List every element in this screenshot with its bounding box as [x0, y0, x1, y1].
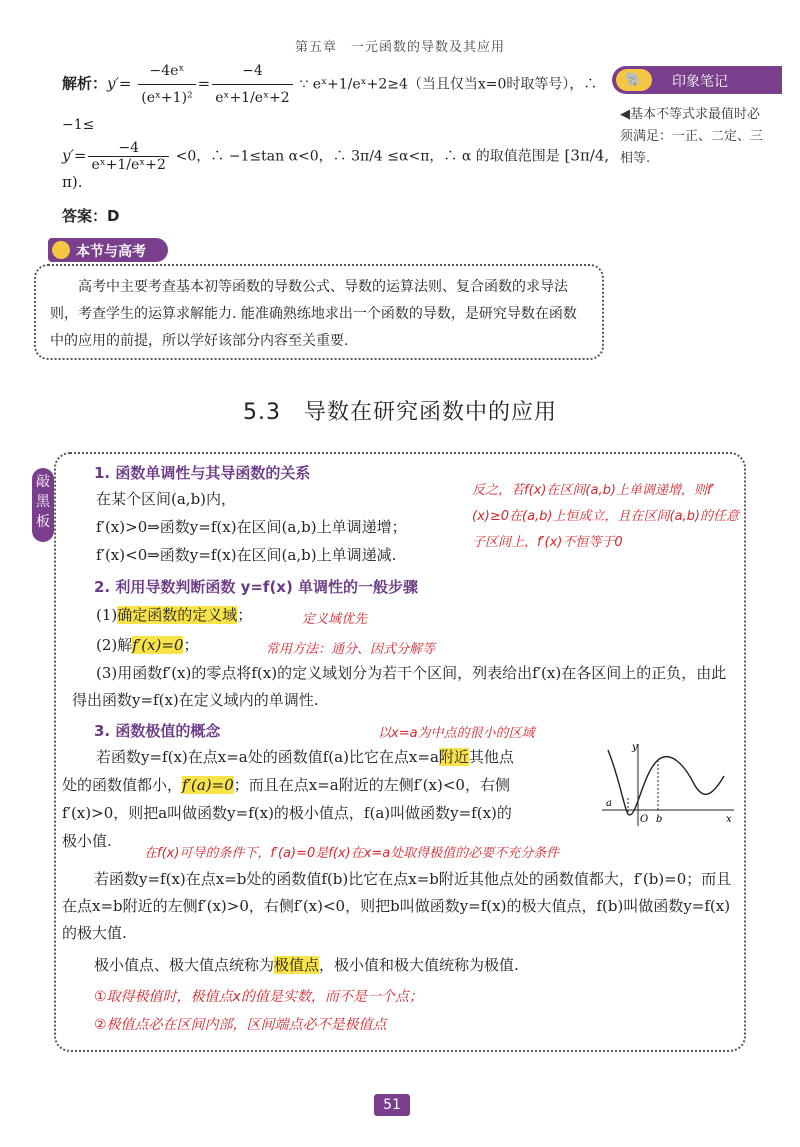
acorn-icon [52, 241, 70, 259]
exam-tag [48, 238, 168, 262]
solution-text-2b: <0，∴ −1≤tan α<0，∴ 3π/4 ≤α<π，∴ α 的取值范围是 [175, 148, 560, 165]
b-label: b [656, 814, 663, 825]
frac1-den: (eˣ+1)² [141, 90, 193, 106]
handwritten-note-7: ②极值点必在区间内部，区间端点必不是极值点 [94, 1017, 387, 1033]
exam-box: 高考中主要考查基本初等函数的导数公式、导数的运算法则、复合函数的求导法则，考查学生的运算求解能力. 能准确熟练地求出一个函数的导数，是研究导数在函数中的应用的前提，所以学好该部分内容至关重要. [34, 264, 604, 360]
min-line-2a: 处的函数值都小， [62, 776, 183, 794]
solution-line-2 [62, 140, 622, 191]
fraction-2 [212, 58, 292, 111]
handwritten-note-1: 反之，若f(x)在区间(a,b)上单调递增，则f′(x)≥0在(a,b)上恒成立，且在区间(a,b)的任意子区间上，f′(x)不恒等于0 [472, 483, 739, 550]
summary-a: 极小值点、极大值点统称为 [94, 956, 275, 974]
step-2 [96, 632, 199, 659]
min-line-2b: ；而且在点x=a附近的左侧f′(x)<0，右侧 [233, 776, 510, 794]
y-prime-2: y′= [62, 146, 87, 165]
range-value: [3π/4, π). [62, 146, 610, 191]
a-label: a [606, 798, 612, 809]
section-title: 5.3 导数在研究函数中的应用 [243, 400, 557, 425]
para-1: 在某个区间(a,b)内， [96, 490, 237, 508]
step-2-pre: (2)解 [96, 636, 133, 654]
step-1-post: ； [237, 606, 253, 624]
solution-label: 解析： [62, 74, 108, 93]
handwritten-note-6: ①取得极值时，极值点x的值是实数，而不是一个点； [94, 989, 423, 1005]
equals: = [197, 74, 211, 93]
handwritten-note-2: 定义域优先 [302, 612, 368, 627]
fraction-1 [138, 58, 195, 111]
step-2-post: ； [183, 636, 199, 654]
summary-highlight: 极值点 [274, 956, 320, 974]
min-line-1 [96, 744, 514, 771]
frac3-den: eˣ+1/eˣ+2 [91, 157, 166, 173]
summary-b: ，极小值和极大值统称为极值. [319, 956, 519, 974]
exam-tag-label: 本节与高考 [76, 244, 146, 260]
chapter-header: 第五章 一元函数的导数及其应用 [294, 40, 505, 55]
step-1-pre: (1) [96, 606, 118, 624]
handwritten-note-5: 在f(x)可导的条件下，f′(a)=0是f(x)在x=a处取得极值的必要不充分条件 [144, 846, 560, 861]
answer: 答案：D [62, 207, 120, 225]
min-highlight-deriv: f′(a)=0 [182, 776, 234, 794]
note-banner [612, 66, 782, 94]
min-line-3: f′(x)>0，则把a叫做函数y=f(x)的极小值点，f(a)叫做函数y=f(x)的 [62, 804, 512, 822]
note-text: ◀基本不等式求最值时必须满足：一正、二定、三相等. [620, 107, 764, 166]
handwritten-note-3: 常用方法：通分、因式分解等 [266, 642, 436, 657]
min-highlight-near: 附近 [438, 748, 469, 766]
step-3: (3)用函数f′(x)的零点将f(x)的定义域划分为若干个区间，列表给出f′(x)在各区间上的正负，由此得出函数y=f(x)在定义域内的单调性. [72, 664, 727, 709]
para-2: f′(x)>0⇒函数y=f(x)在区间(a,b)上单调递增； [96, 518, 407, 536]
step-1 [96, 602, 252, 629]
para-3: f′(x)<0⇒函数y=f(x)在区间(a,b)上单调递减. [96, 546, 397, 564]
elephant-icon: 🐘 [616, 69, 652, 91]
frac3-num: −4 [88, 140, 168, 157]
solution-text-1b: ∵ eˣ+1/eˣ+2≥4（当且仅当x=0时取等号），∴ −1≤ [62, 76, 598, 133]
heading-3: 3. 函数极值的概念 [94, 722, 221, 740]
handwritten-note-4: 以x=a为中点的很小的区域 [378, 726, 535, 741]
origin-label: O [640, 814, 649, 825]
min-line-1b: 其他点 [468, 748, 514, 766]
step-2-highlight: f′(x)=0 [132, 636, 184, 654]
heading-1: 1. 函数单调性与其导函数的关系 [94, 464, 311, 482]
page-number: 51 [374, 1094, 410, 1116]
extremum-graph [598, 740, 738, 830]
frac2-num: −4 [212, 58, 292, 85]
y-prime: y′= [107, 74, 132, 93]
max-paragraph: 若函数y=f(x)在点x=b处的函数值f(b)比它在点x=b附近其他点处的函数值都大，f′(b)=0；而且在点x=b附近的左侧f′(x)>0，右侧f′(x)<0，则把b叫做函数y=f(x)的极大值点，f(b)叫做函数y=f(x)的极大值. [62, 870, 732, 942]
min-line-4: 极小值. [62, 832, 112, 850]
extremum-summary [94, 952, 519, 979]
min-line-1a: 若函数y=f(x)在点x=a处的函数值f(a)比它在点x=a [96, 748, 439, 766]
curve [608, 750, 724, 815]
note-title: 印象笔记 [672, 74, 728, 90]
solution-line-1 [62, 58, 622, 138]
heading-2: 2. 利用导数判断函数 y=f(x) 单调性的一般步骤 [94, 578, 419, 596]
board-tab: 敲黑板 [32, 468, 54, 542]
frac2-den: eˣ+1/eˣ+2 [215, 90, 290, 106]
x-label: x [726, 814, 732, 825]
frac1-num: −4eˣ [138, 58, 195, 85]
y-label: y [632, 742, 638, 753]
step-1-highlight: 确定函数的定义域 [117, 606, 238, 624]
fraction-3 [88, 140, 168, 173]
min-line-2 [62, 772, 510, 799]
